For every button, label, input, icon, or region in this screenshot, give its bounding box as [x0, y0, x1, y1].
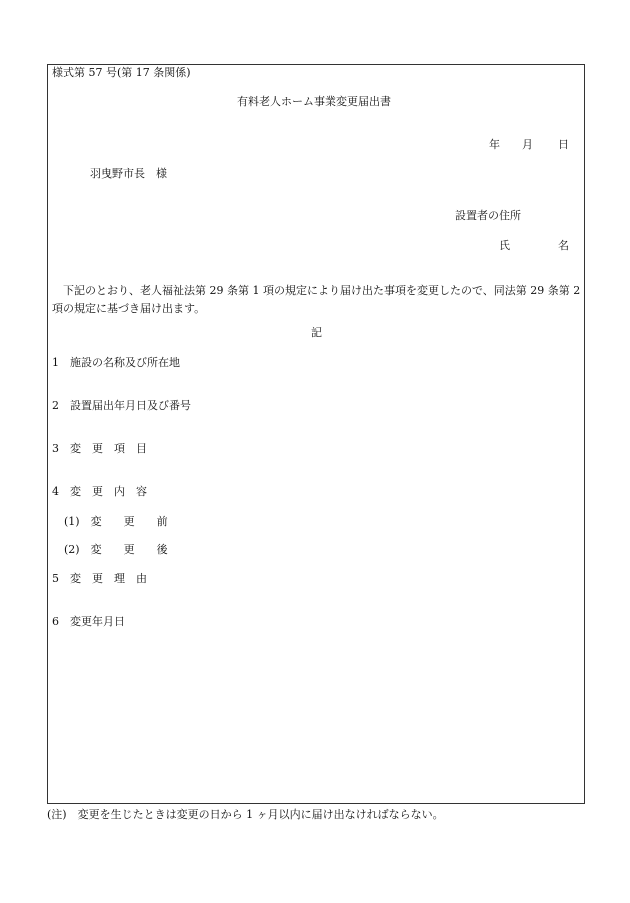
date-year-label: 年	[489, 138, 500, 151]
item-5: 5 変 更 理 由	[52, 572, 147, 585]
applicant-name-label-2: 名	[558, 239, 569, 252]
applicant-address-label: 設置者の住所	[455, 209, 521, 222]
item-3: 3 変 更 項 目	[52, 442, 147, 455]
form-number: 様式第 57 号(第 17 条関係)	[52, 66, 191, 79]
item-4-1: (1) 変 更 前	[64, 515, 168, 528]
item-6: 6 変更年月日	[52, 615, 125, 628]
item-4-2: (2) 変 更 後	[64, 543, 168, 556]
item-2: 2 設置届出年月日及び番号	[52, 399, 191, 412]
applicant-name-label-1: 氏	[499, 239, 510, 252]
footnote: (注) 変更を生じたときは変更の日から 1 ヶ月以内に届け出なければならない。	[47, 808, 444, 821]
document-title: 有料老人ホーム事業変更届出書	[237, 95, 391, 108]
ki-heading: 記	[311, 326, 322, 339]
body-paragraph: 下記のとおり、老人福祉法第 29 条第 1 項の規定により届け出た事項を変更したので、同法第 29 条第 2 項の規定に基づき届け出ます。	[52, 284, 581, 315]
addressee: 羽曳野市長 様	[90, 167, 167, 180]
item-4: 4 変 更 内 容	[52, 485, 147, 498]
item-1: 1 施設の名称及び所在地	[52, 356, 180, 369]
date-month-label: 月	[522, 138, 533, 151]
date-day-label: 日	[558, 138, 569, 151]
